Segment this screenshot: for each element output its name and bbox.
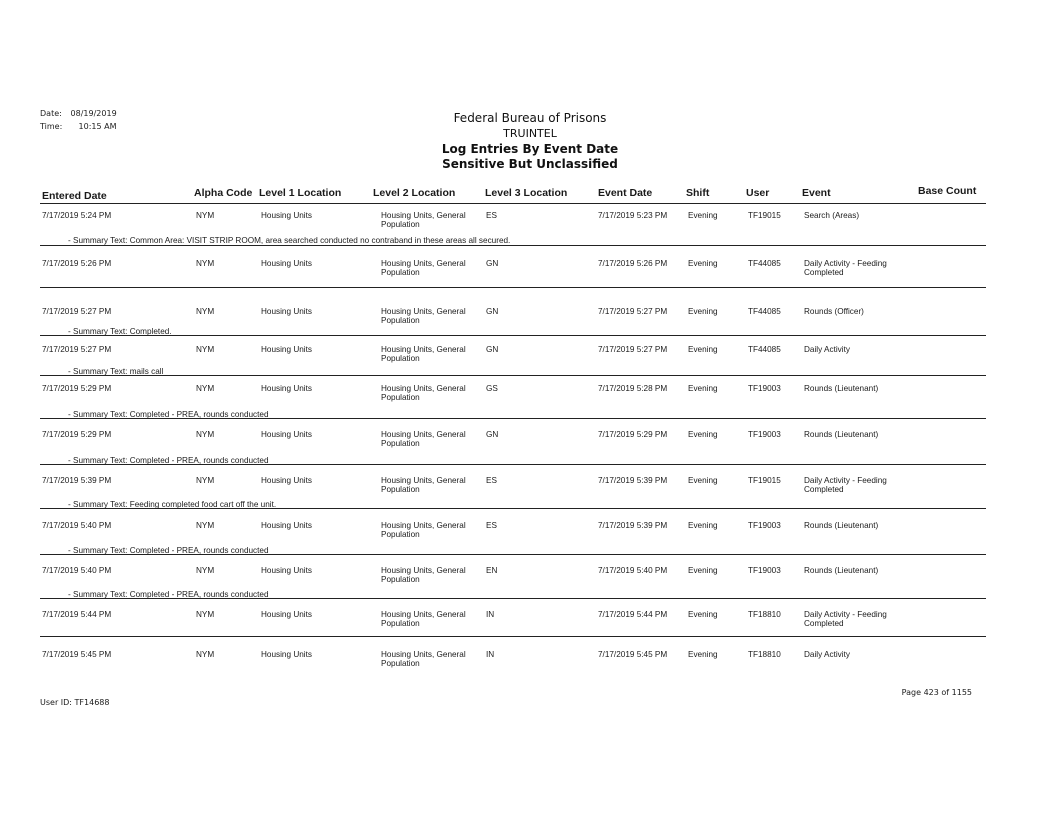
- summary-text: - Summary Text: Completed - PREA, rounds conducted: [68, 546, 269, 555]
- cell-level3: ES: [486, 476, 497, 485]
- cell-shift: Evening: [688, 521, 718, 530]
- classification-label: Sensitive But Unclassified: [442, 157, 618, 171]
- cell-entered-date: 7/17/2019 5:44 PM: [42, 610, 112, 619]
- cell-level3: ES: [486, 211, 497, 220]
- cell-shift: Evening: [688, 384, 718, 393]
- time-value: 10:15 AM: [78, 122, 117, 131]
- cell-user: TF19003: [748, 566, 781, 575]
- row-divider: [40, 464, 986, 465]
- cell-event: Daily Activity - Feeding Completed: [804, 259, 887, 277]
- cell-event-date: 7/17/2019 5:28 PM: [598, 384, 668, 393]
- cell-alpha-code: NYM: [196, 430, 215, 439]
- col-event-date: Event Date: [598, 187, 653, 199]
- row-divider: [40, 335, 986, 336]
- cell-level1: Housing Units: [261, 430, 312, 439]
- cell-event: Rounds (Officer): [804, 307, 864, 316]
- cell-shift: Evening: [688, 211, 718, 220]
- cell-level2: Housing Units, General Population: [381, 566, 466, 584]
- cell-level3: GN: [486, 345, 499, 354]
- cell-event: Rounds (Lieutenant): [804, 566, 879, 575]
- cell-entered-date: 7/17/2019 5:45 PM: [42, 650, 112, 659]
- cell-event: Rounds (Lieutenant): [804, 430, 879, 439]
- cell-event: Daily Activity: [804, 650, 850, 659]
- report-date: [40, 109, 117, 118]
- cell-entered-date: 7/17/2019 5:40 PM: [42, 521, 112, 530]
- cell-level2: Housing Units, General Population: [381, 384, 466, 402]
- cell-event: Daily Activity: [804, 345, 850, 354]
- row-divider: [40, 245, 986, 246]
- cell-event: Search (Areas): [804, 211, 860, 220]
- col-base-count: Base Count: [918, 185, 977, 197]
- cell-level1: Housing Units: [261, 259, 312, 268]
- cell-level2: Housing Units, General Population: [381, 521, 466, 539]
- cell-user: TF44085: [748, 307, 781, 316]
- cell-level2: Housing Units, General Population: [381, 345, 466, 363]
- cell-alpha-code: NYM: [196, 521, 215, 530]
- cell-entered-date: 7/17/2019 5:27 PM: [42, 307, 112, 316]
- row-divider: [40, 508, 986, 509]
- cell-level2: Housing Units, General Population: [381, 211, 466, 229]
- footer-user-id: User ID: TF14688: [40, 698, 110, 707]
- cell-alpha-code: NYM: [196, 476, 215, 485]
- cell-user: TF19015: [748, 211, 781, 220]
- cell-level3: GN: [486, 307, 499, 316]
- col-level3: Level 3 Location: [485, 187, 568, 199]
- summary-text: - Summary Text: mails call: [68, 367, 164, 376]
- cell-shift: Evening: [688, 476, 718, 485]
- cell-user: TF44085: [748, 259, 781, 268]
- report-title: Federal Bureau of Prisons: [453, 111, 607, 125]
- col-shift: Shift: [686, 187, 710, 199]
- cell-shift: Evening: [688, 610, 718, 619]
- cell-user: TF19003: [748, 521, 781, 530]
- cell-level1: Housing Units: [261, 566, 312, 575]
- time-label: Time:: [40, 122, 63, 131]
- row-divider: [40, 287, 986, 288]
- cell-level3: IN: [486, 610, 495, 619]
- cell-shift: Evening: [688, 566, 718, 575]
- cell-shift: Evening: [688, 430, 718, 439]
- cell-alpha-code: NYM: [196, 307, 215, 316]
- cell-level2: Housing Units, General Population: [381, 476, 466, 494]
- cell-level3: GS: [486, 384, 498, 393]
- cell-level1: Housing Units: [261, 211, 312, 220]
- cell-event-date: 7/17/2019 5:44 PM: [598, 610, 668, 619]
- cell-alpha-code: NYM: [196, 211, 215, 220]
- cell-level2: Housing Units, General Population: [381, 259, 466, 277]
- cell-event-date: 7/17/2019 5:40 PM: [598, 566, 668, 575]
- cell-level3: IN: [486, 650, 495, 659]
- cell-level3: GN: [486, 430, 499, 439]
- cell-alpha-code: NYM: [196, 566, 215, 575]
- cell-user: TF19015: [748, 476, 781, 485]
- summary-text: - Summary Text: Completed - PREA, rounds conducted: [68, 590, 269, 599]
- cell-user: TF44085: [748, 345, 781, 354]
- cell-alpha-code: NYM: [196, 384, 215, 393]
- cell-event-date: 7/17/2019 5:27 PM: [598, 307, 668, 316]
- cell-user: TF18810: [748, 650, 781, 659]
- cell-shift: Evening: [688, 345, 718, 354]
- summary-text: - Summary Text: Feeding completed food cart off the unit.: [68, 500, 277, 509]
- cell-entered-date: 7/17/2019 5:39 PM: [42, 476, 112, 485]
- row-divider: [40, 418, 986, 419]
- cell-level1: Housing Units: [261, 345, 312, 354]
- row-divider: [40, 598, 986, 599]
- cell-user: TF18810: [748, 610, 781, 619]
- cell-shift: Evening: [688, 650, 718, 659]
- cell-entered-date: 7/17/2019 5:24 PM: [42, 211, 112, 220]
- report-time: [40, 122, 117, 131]
- row-divider: [40, 375, 986, 376]
- col-user: User: [746, 187, 770, 199]
- cell-level3: EN: [486, 566, 498, 575]
- cell-level3: ES: [486, 521, 497, 530]
- cell-entered-date: 7/17/2019 5:29 PM: [42, 384, 112, 393]
- summary-text: - Summary Text: Completed.: [68, 327, 172, 336]
- row-divider: [40, 636, 986, 637]
- cell-entered-date: 7/17/2019 5:27 PM: [42, 345, 112, 354]
- cell-shift: Evening: [688, 307, 718, 316]
- cell-user: TF19003: [748, 430, 781, 439]
- cell-event-date: 7/17/2019 5:39 PM: [598, 521, 668, 530]
- cell-user: TF19003: [748, 384, 781, 393]
- cell-level1: Housing Units: [261, 650, 312, 659]
- cell-event: Rounds (Lieutenant): [804, 521, 879, 530]
- cell-event-date: 7/17/2019 5:23 PM: [598, 211, 668, 220]
- cell-entered-date: 7/17/2019 5:29 PM: [42, 430, 112, 439]
- cell-alpha-code: NYM: [196, 650, 215, 659]
- summary-text: - Summary Text: Common Area: VISIT STRIP ROOM, area searched conducted no contraband in these areas all secured.: [68, 236, 511, 245]
- cell-level1: Housing Units: [261, 307, 312, 316]
- cell-event: Daily Activity - Feeding Completed: [804, 610, 887, 628]
- cell-event-date: 7/17/2019 5:29 PM: [598, 430, 668, 439]
- col-level2: Level 2 Location: [373, 187, 456, 199]
- col-level1: Level 1 Location: [259, 187, 342, 199]
- cell-event: Rounds (Lieutenant): [804, 384, 879, 393]
- row-divider: [40, 554, 986, 555]
- cell-entered-date: 7/17/2019 5:26 PM: [42, 259, 112, 268]
- cell-shift: Evening: [688, 259, 718, 268]
- cell-level3: GN: [486, 259, 499, 268]
- cell-level1: Housing Units: [261, 384, 312, 393]
- cell-level2: Housing Units, General Population: [381, 307, 466, 325]
- cell-alpha-code: NYM: [196, 259, 215, 268]
- cell-level1: Housing Units: [261, 476, 312, 485]
- cell-level1: Housing Units: [261, 610, 312, 619]
- header-rule: [40, 203, 986, 204]
- cell-event-date: 7/17/2019 5:26 PM: [598, 259, 668, 268]
- col-entered-date: Entered Date: [42, 190, 107, 202]
- cell-event-date: 7/17/2019 5:39 PM: [598, 476, 668, 485]
- cell-level2: Housing Units, General Population: [381, 650, 466, 668]
- col-alpha-code: Alpha Code: [194, 187, 253, 199]
- summary-text: - Summary Text: Completed - PREA, rounds conducted: [68, 410, 269, 419]
- cell-event-date: 7/17/2019 5:45 PM: [598, 650, 668, 659]
- date-value: 08/19/2019: [70, 109, 117, 118]
- date-label: Date:: [40, 109, 62, 118]
- summary-text: - Summary Text: Completed - PREA, rounds conducted: [68, 456, 269, 465]
- report-title-block: [380, 111, 680, 171]
- cell-level1: Housing Units: [261, 521, 312, 530]
- cell-event-date: 7/17/2019 5:27 PM: [598, 345, 668, 354]
- report-subtitle: TRUINTEL: [503, 127, 557, 140]
- cell-level2: Housing Units, General Population: [381, 610, 466, 628]
- cell-alpha-code: NYM: [196, 610, 215, 619]
- footer-page-number: Page 423 of 1155: [901, 688, 972, 697]
- cell-level2: Housing Units, General Population: [381, 430, 466, 448]
- cell-event: Daily Activity - Feeding Completed: [804, 476, 887, 494]
- report-name: Log Entries By Event Date: [441, 142, 619, 156]
- cell-alpha-code: NYM: [196, 345, 215, 354]
- col-event: Event: [802, 187, 831, 199]
- cell-entered-date: 7/17/2019 5:40 PM: [42, 566, 112, 575]
